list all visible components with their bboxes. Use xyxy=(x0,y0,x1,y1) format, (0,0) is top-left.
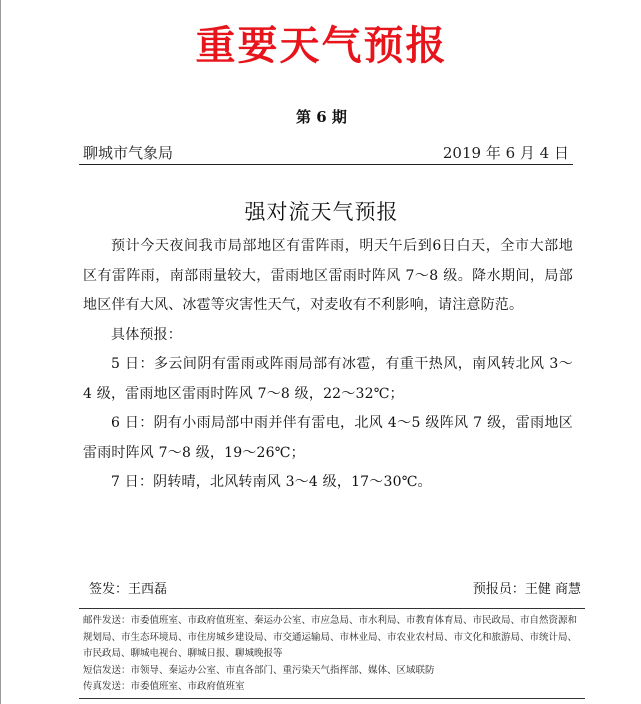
signer: 签发：王西磊 xyxy=(89,582,168,597)
forecaster: 预报员：王健 商慧 xyxy=(472,582,581,597)
forecast-summary-paragraph: 预计今天夜间我市局部地区有雷阵雨，明天午后到6日白天，全市大部地区有雷阵雨，南部雨量较大，雷雨地区雷雨时阵风 7～8 级。降水期间，局部地区伴有大风、冰雹等灾害性天气，对麦收有不利影响，请注意防范。 xyxy=(83,238,573,313)
distribution-list xyxy=(83,613,583,696)
issuer-name: 聊城市气象局 xyxy=(83,144,174,162)
document-title: 强对流天气预报 xyxy=(244,200,399,224)
issue-date: 2019 年 6 月 4 日 xyxy=(442,144,569,162)
distribution-divider-bottom xyxy=(79,698,585,699)
forecast-body xyxy=(83,232,573,498)
forecast-day-7: 7 日：阴转晴，北风转南风 3～4 级，17～30℃。 xyxy=(111,474,432,490)
distribution-divider-top xyxy=(79,608,585,609)
distribution-sms: 短信发送：市领导、秦运办公室、市直各部门、重污染天气指挥部、媒体、区域联防 xyxy=(83,664,435,676)
report-header-title: 重要天气预报 xyxy=(195,23,448,69)
signature-row xyxy=(89,578,581,597)
distribution-email: 邮件发送：市委值班室、市政府值班室、秦运办公室、市应急局、市水利局、市教育体育局、市民政局、市自然资源和规划局、市生态环境局、市住房城乡建设局、市交通运输局、市林业局、市农业农村局、市文化和旅游局、市统计局、市民政局、聊城电视台、聊城日报、聊城晚报等 xyxy=(83,615,578,659)
forecast-day-5: 5 日：多云间阴有雷雨或阵雨局部有冰雹，有重干热风，南风转北风 3～4 级，雷雨地区雷雨时阵风 7～8 级，22～32℃； xyxy=(83,356,573,402)
issue-number: 第 6 期 xyxy=(296,108,347,126)
distribution-fax: 传真发送：市委值班室、市政府值班室 xyxy=(83,681,245,692)
header-divider xyxy=(79,164,573,165)
forecast-day-6: 6 日：阴有小雨局部中雨并伴有雷电，北风 4～5 级阵风 7 级，雷雨地区雷雨时阵风 7～8 级，19～26℃； xyxy=(83,415,573,461)
issuer-row xyxy=(83,142,569,163)
forecast-detail-heading: 具体预报： xyxy=(111,326,182,343)
